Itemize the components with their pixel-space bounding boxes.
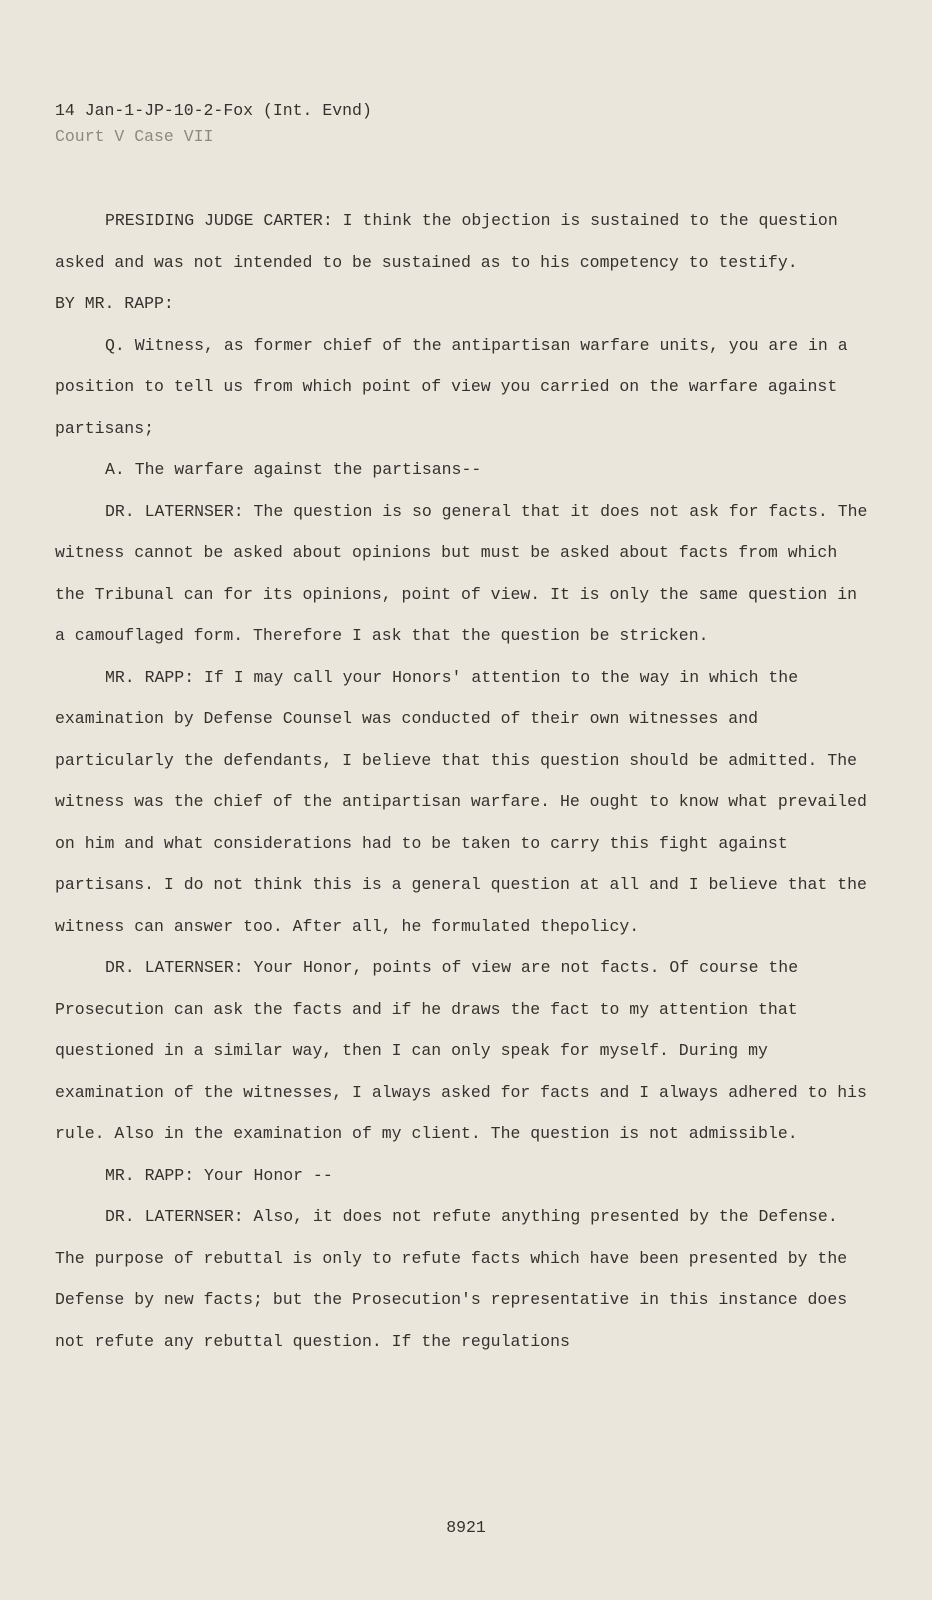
paragraph-question: Q. Witness, as former chief of the antipartisan warfare units, you are in a position to tell us from which point of view you carried on the warfare against partisans; [55, 335, 848, 438]
paragraph-judge-carter: PRESIDING JUDGE CARTER: I think the objection is sustained to the question asked and was not intended to be sustained as to his competency to testify. [55, 211, 838, 272]
paragraph-laternser-1: DR. LATERNSER: The question is so general that it does not ask for facts. The witness cannot be asked about opinions but must be asked about facts from which the Tribunal can for its opinions, point of view. It is only the same question in a camouflaged form. Therefore I ask that the question be stricken. [55, 501, 868, 645]
paragraph-laternser-3: DR. LATERNSER: Also, it does not refute anything presented by the Defense. The purpose of rebuttal is only to refute facts which have been presented by the Defense by new facts; but the Prosecution's representative in this instance does not refute any rebuttal question. If the regulations [55, 1207, 848, 1351]
paragraph-rapp-2: MR. RAPP: Your Honor -- [105, 1165, 333, 1185]
paragraph-laternser-2: DR. LATERNSER: Your Honor, points of view are not facts. Of course the Prosecution can ask the facts and if he draws the fact to my attention that questioned in a similar way, then I can only speak for myself. During my examination of the witnesses, I always asked for facts and I always adhered to his rule. Also in the examination of my client. The question is not admissible. [55, 958, 867, 1143]
header-reference: 14 Jan-1-JP-10-2-Fox (Int. Evnd) [55, 101, 372, 120]
header-case: Court V Case VII [55, 127, 214, 146]
page-header [55, 98, 372, 150]
page-number: 8921 [446, 1518, 486, 1537]
paragraph-rapp-1: MR. RAPP: If I may call your Honors' attention to the way in which the examination by Defense Counsel was conducted of their own witnesses and particularly the defendants, I believe that this question should be admitted. The witness was the chief of the antipartisan warfare. He ought to know what prevailed on him and what considerations had to be taken to carry this fight against partisans. I do not think this is a general question at all and I believe that the witness can answer too. After all, he formulated thepolicy. [55, 667, 867, 936]
paragraph-by-mr-rapp: BY MR. RAPP: [55, 294, 174, 313]
transcript-body [55, 200, 875, 1362]
paragraph-answer: A. The warfare against the partisans-- [105, 460, 482, 479]
